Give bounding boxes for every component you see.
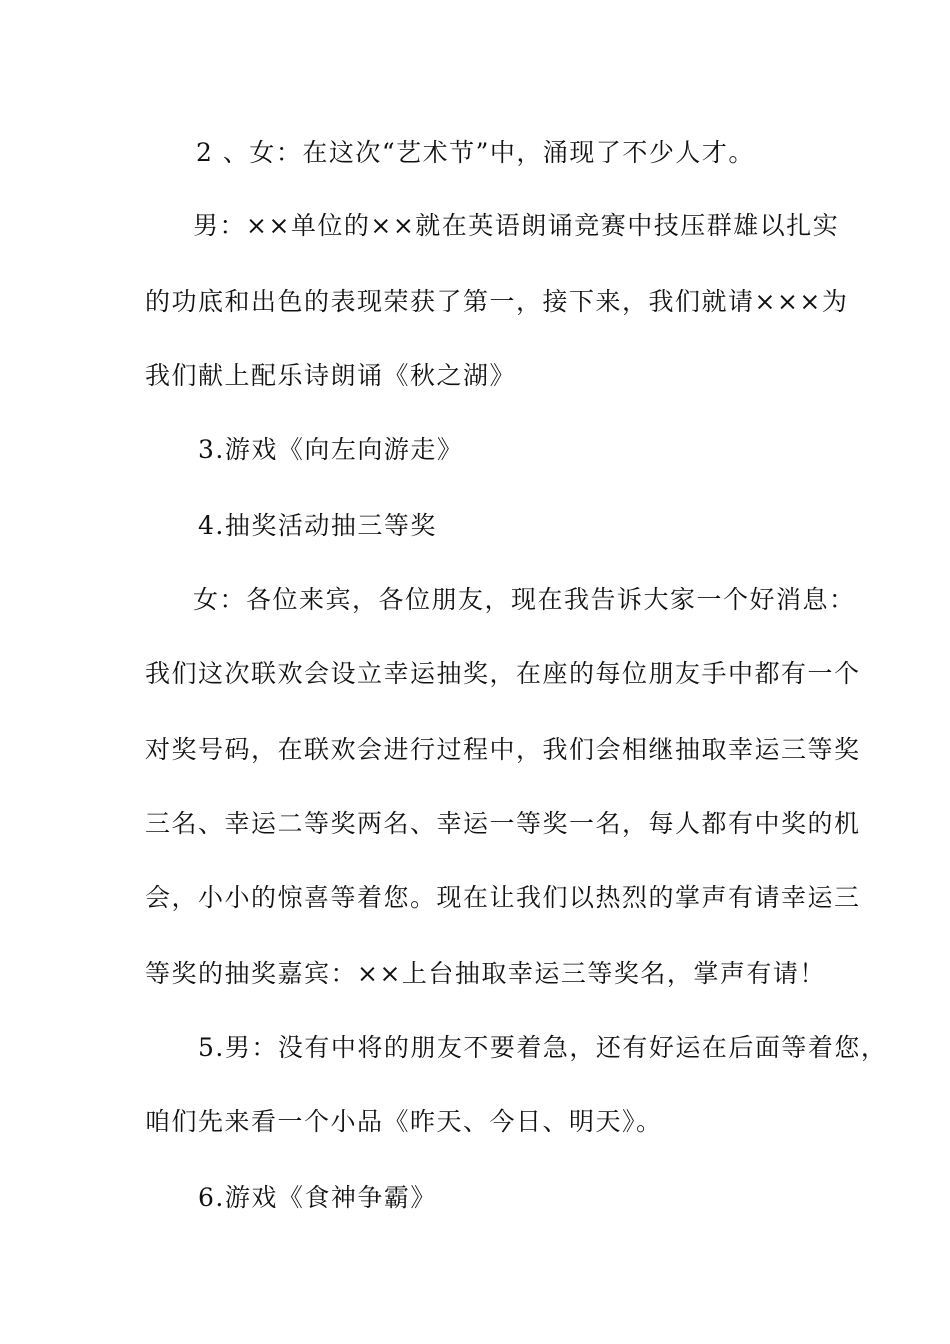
- text-line-14: 咱们先来看一个小品《昨天、今日、明天》。: [145, 1107, 663, 1136]
- text-line-12: 等奖的抽奖嘉宾：××上台抽取幸运三等奖名，掌声有请！: [145, 959, 826, 988]
- text-line-1: 2 、女：在这次“艺术节”中，涌现了不少人才。: [196, 138, 755, 167]
- text-line-5: 3.游戏《向左向游走》: [198, 435, 464, 464]
- text-line-13: 5.男：没有中将的朋友不要着急，还有好运在后面等着您，: [198, 1033, 888, 1062]
- text-line-3: 的功底和出色的表现荣获了第一，接下来，我们就请×××为: [145, 287, 849, 316]
- text-line-4: 我们献上配乐诗朗诵《秋之湖》: [145, 361, 517, 390]
- text-line-9: 对奖号码，在联欢会进行过程中，我们会相继抽取幸运三等奖: [145, 735, 861, 764]
- text-line-8: 我们这次联欢会设立幸运抽奖，在座的每位朋友手中都有一个: [145, 659, 861, 688]
- text-line-2: 男：××单位的××就在英语朗诵竞赛中技压群雄以扎实: [193, 211, 840, 240]
- text-line-6: 4.抽奖活动抽三等奖: [198, 511, 437, 540]
- text-line-7: 女：各位来宾，各位朋友，现在我告诉大家一个好消息：: [193, 585, 856, 614]
- text-line-15: 6.游戏《食神争霸》: [198, 1183, 437, 1212]
- text-line-10: 三名、幸运二等奖两名、幸运一等奖一名，每人都有中奖的机: [145, 809, 861, 838]
- text-line-11: 会，小小的惊喜等着您。现在让我们以热烈的掌声有请幸运三: [145, 883, 861, 912]
